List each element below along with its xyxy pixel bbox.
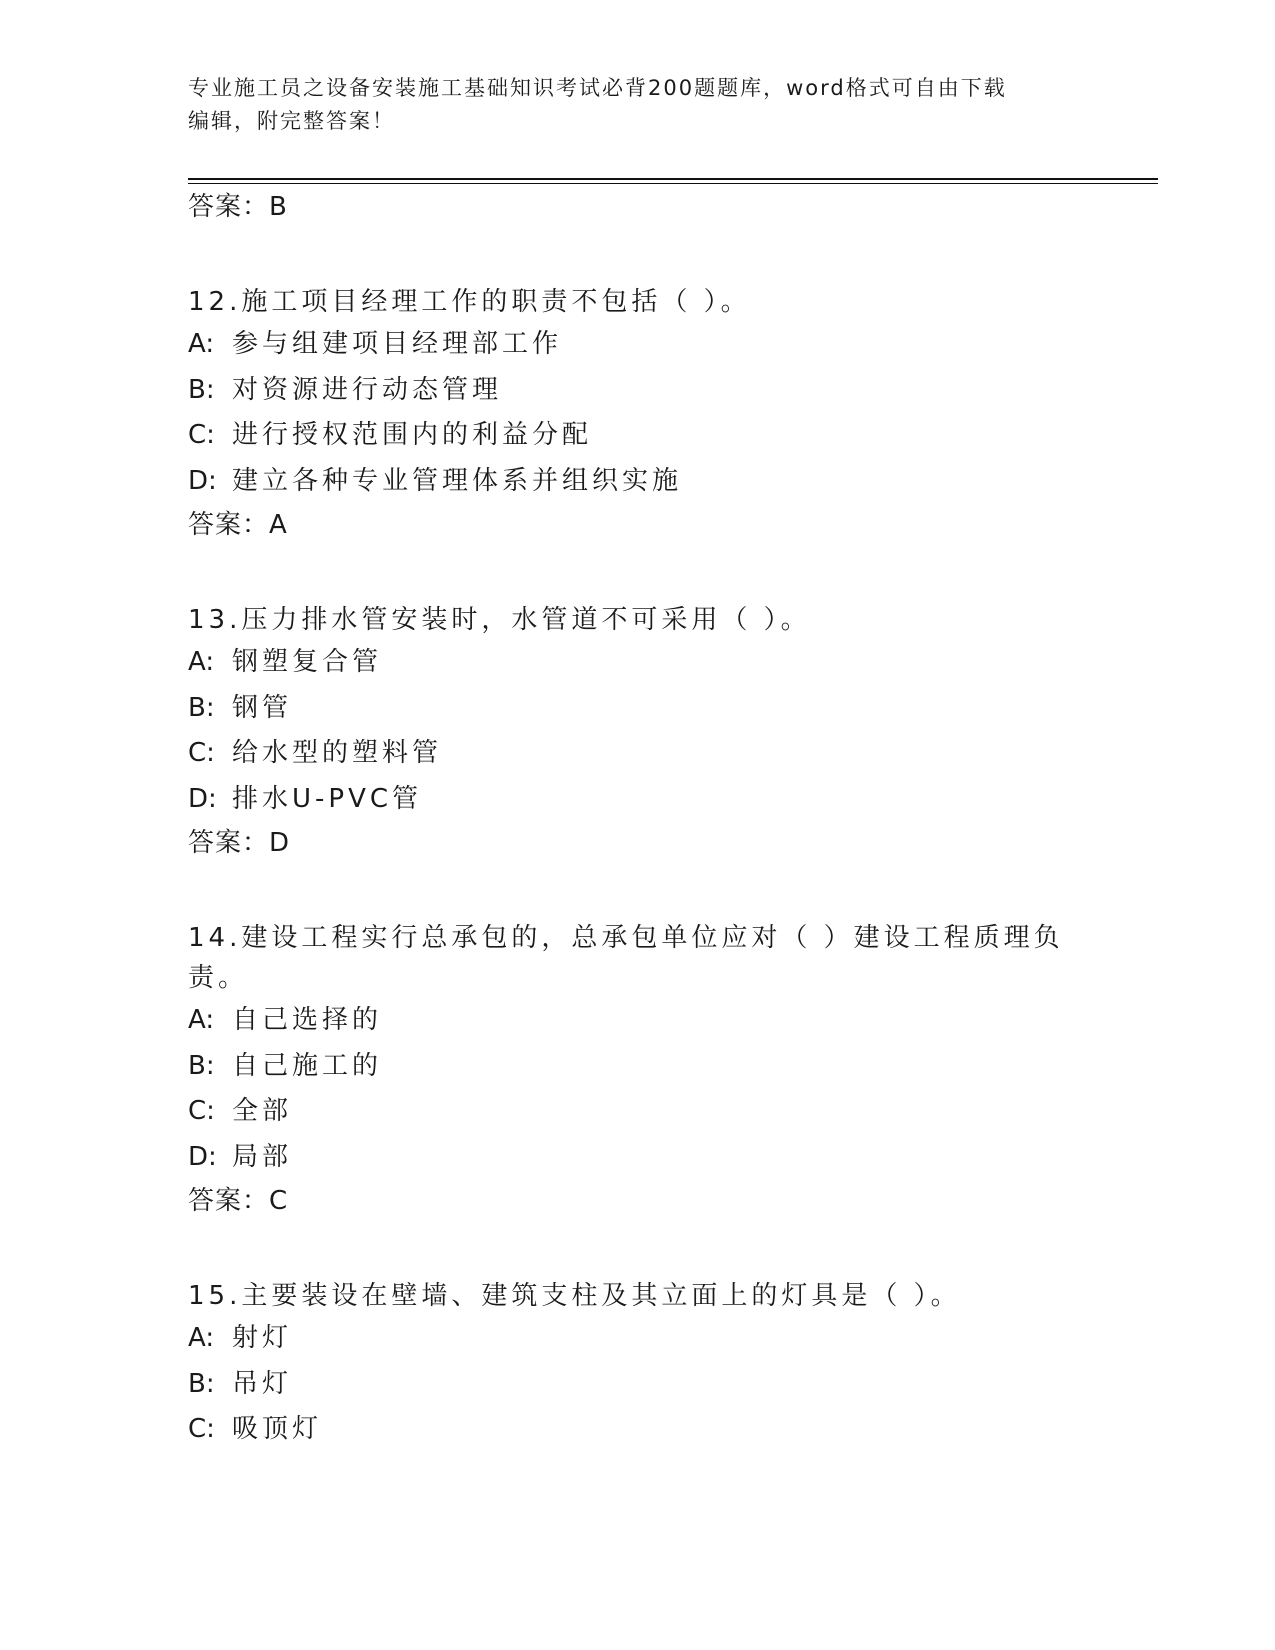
option-text: 自己选择的 — [232, 1005, 383, 1035]
document-content — [188, 190, 1088, 1453]
option-key: D: — [188, 783, 217, 814]
option-a — [188, 322, 1088, 368]
answer-line: 答案：C — [188, 1186, 289, 1216]
option-text: 局部 — [232, 1141, 293, 1172]
option-b — [188, 1044, 1088, 1090]
option-key: B: — [188, 1368, 215, 1399]
page-header — [188, 72, 1068, 138]
answer-line: 答案：B — [188, 192, 288, 222]
option-key: C: — [188, 1096, 215, 1126]
option-key: D: — [188, 1141, 217, 1172]
header-rule-thin — [188, 183, 1158, 184]
header-title-line-1: 专业施工员之设备安装施工基础知识考试必背200题题库，word格式可自由下载 — [188, 76, 1007, 100]
answer-line: 答案：D — [188, 828, 291, 858]
option-key: C: — [188, 738, 215, 768]
option-c — [188, 731, 1088, 777]
option-d — [188, 777, 1088, 823]
option-text: 参与组建项目经理部工作 — [232, 329, 563, 359]
option-text: 排水U-PVC管 — [232, 783, 423, 814]
header-rule-thick — [188, 178, 1158, 180]
option-key: A: — [188, 1323, 215, 1353]
question-title: 12.施工项目经理工作的职责不包括（ ）。 — [188, 287, 751, 317]
option-a — [188, 998, 1088, 1044]
question-title: 13.压力排水管安装时，水管道不可采用（ ）。 — [188, 605, 811, 635]
option-text: 对资源进行动态管理 — [232, 374, 503, 405]
question-15 — [188, 1276, 1088, 1453]
option-key: D: — [188, 465, 217, 496]
answer-line: 答案：A — [188, 510, 288, 540]
option-key: A: — [188, 329, 215, 359]
option-text: 进行授权范围内的利益分配 — [232, 420, 593, 450]
option-text: 全部 — [232, 1096, 293, 1126]
option-text: 吸顶灯 — [232, 1414, 323, 1444]
option-text: 自己施工的 — [232, 1050, 383, 1081]
option-text: 建立各种专业管理体系并组织实施 — [232, 465, 683, 496]
option-text: 钢塑复合管 — [232, 647, 383, 677]
option-c — [188, 1407, 1088, 1453]
option-d — [188, 459, 1088, 505]
option-text: 给水型的塑料管 — [232, 738, 443, 768]
question-14 — [188, 918, 1088, 1218]
question-title: 15.主要装设在壁墙、建筑支柱及其立面上的灯具是（ ）。 — [188, 1281, 961, 1311]
option-text: 射灯 — [232, 1323, 293, 1353]
header-title-line-2: 编辑，附完整答案！ — [188, 109, 395, 133]
option-a — [188, 1316, 1088, 1362]
option-b — [188, 686, 1088, 732]
option-text: 吊灯 — [232, 1368, 293, 1399]
option-key: B: — [188, 374, 215, 405]
option-key: A: — [188, 647, 215, 677]
option-a — [188, 640, 1088, 686]
question-title: 14.建设工程实行总承包的，总承包单位应对（ ）建设工程质理负责。 — [188, 923, 1064, 993]
option-c — [188, 413, 1088, 459]
option-key: B: — [188, 692, 215, 723]
option-key: C: — [188, 1414, 215, 1444]
option-c — [188, 1089, 1088, 1135]
option-b — [188, 368, 1088, 414]
question-13 — [188, 600, 1088, 860]
option-d — [188, 1135, 1088, 1181]
option-key: A: — [188, 1005, 215, 1035]
option-key: B: — [188, 1050, 215, 1081]
option-key: C: — [188, 420, 215, 450]
option-text: 钢管 — [232, 692, 293, 723]
option-b — [188, 1362, 1088, 1408]
question-12 — [188, 282, 1088, 542]
